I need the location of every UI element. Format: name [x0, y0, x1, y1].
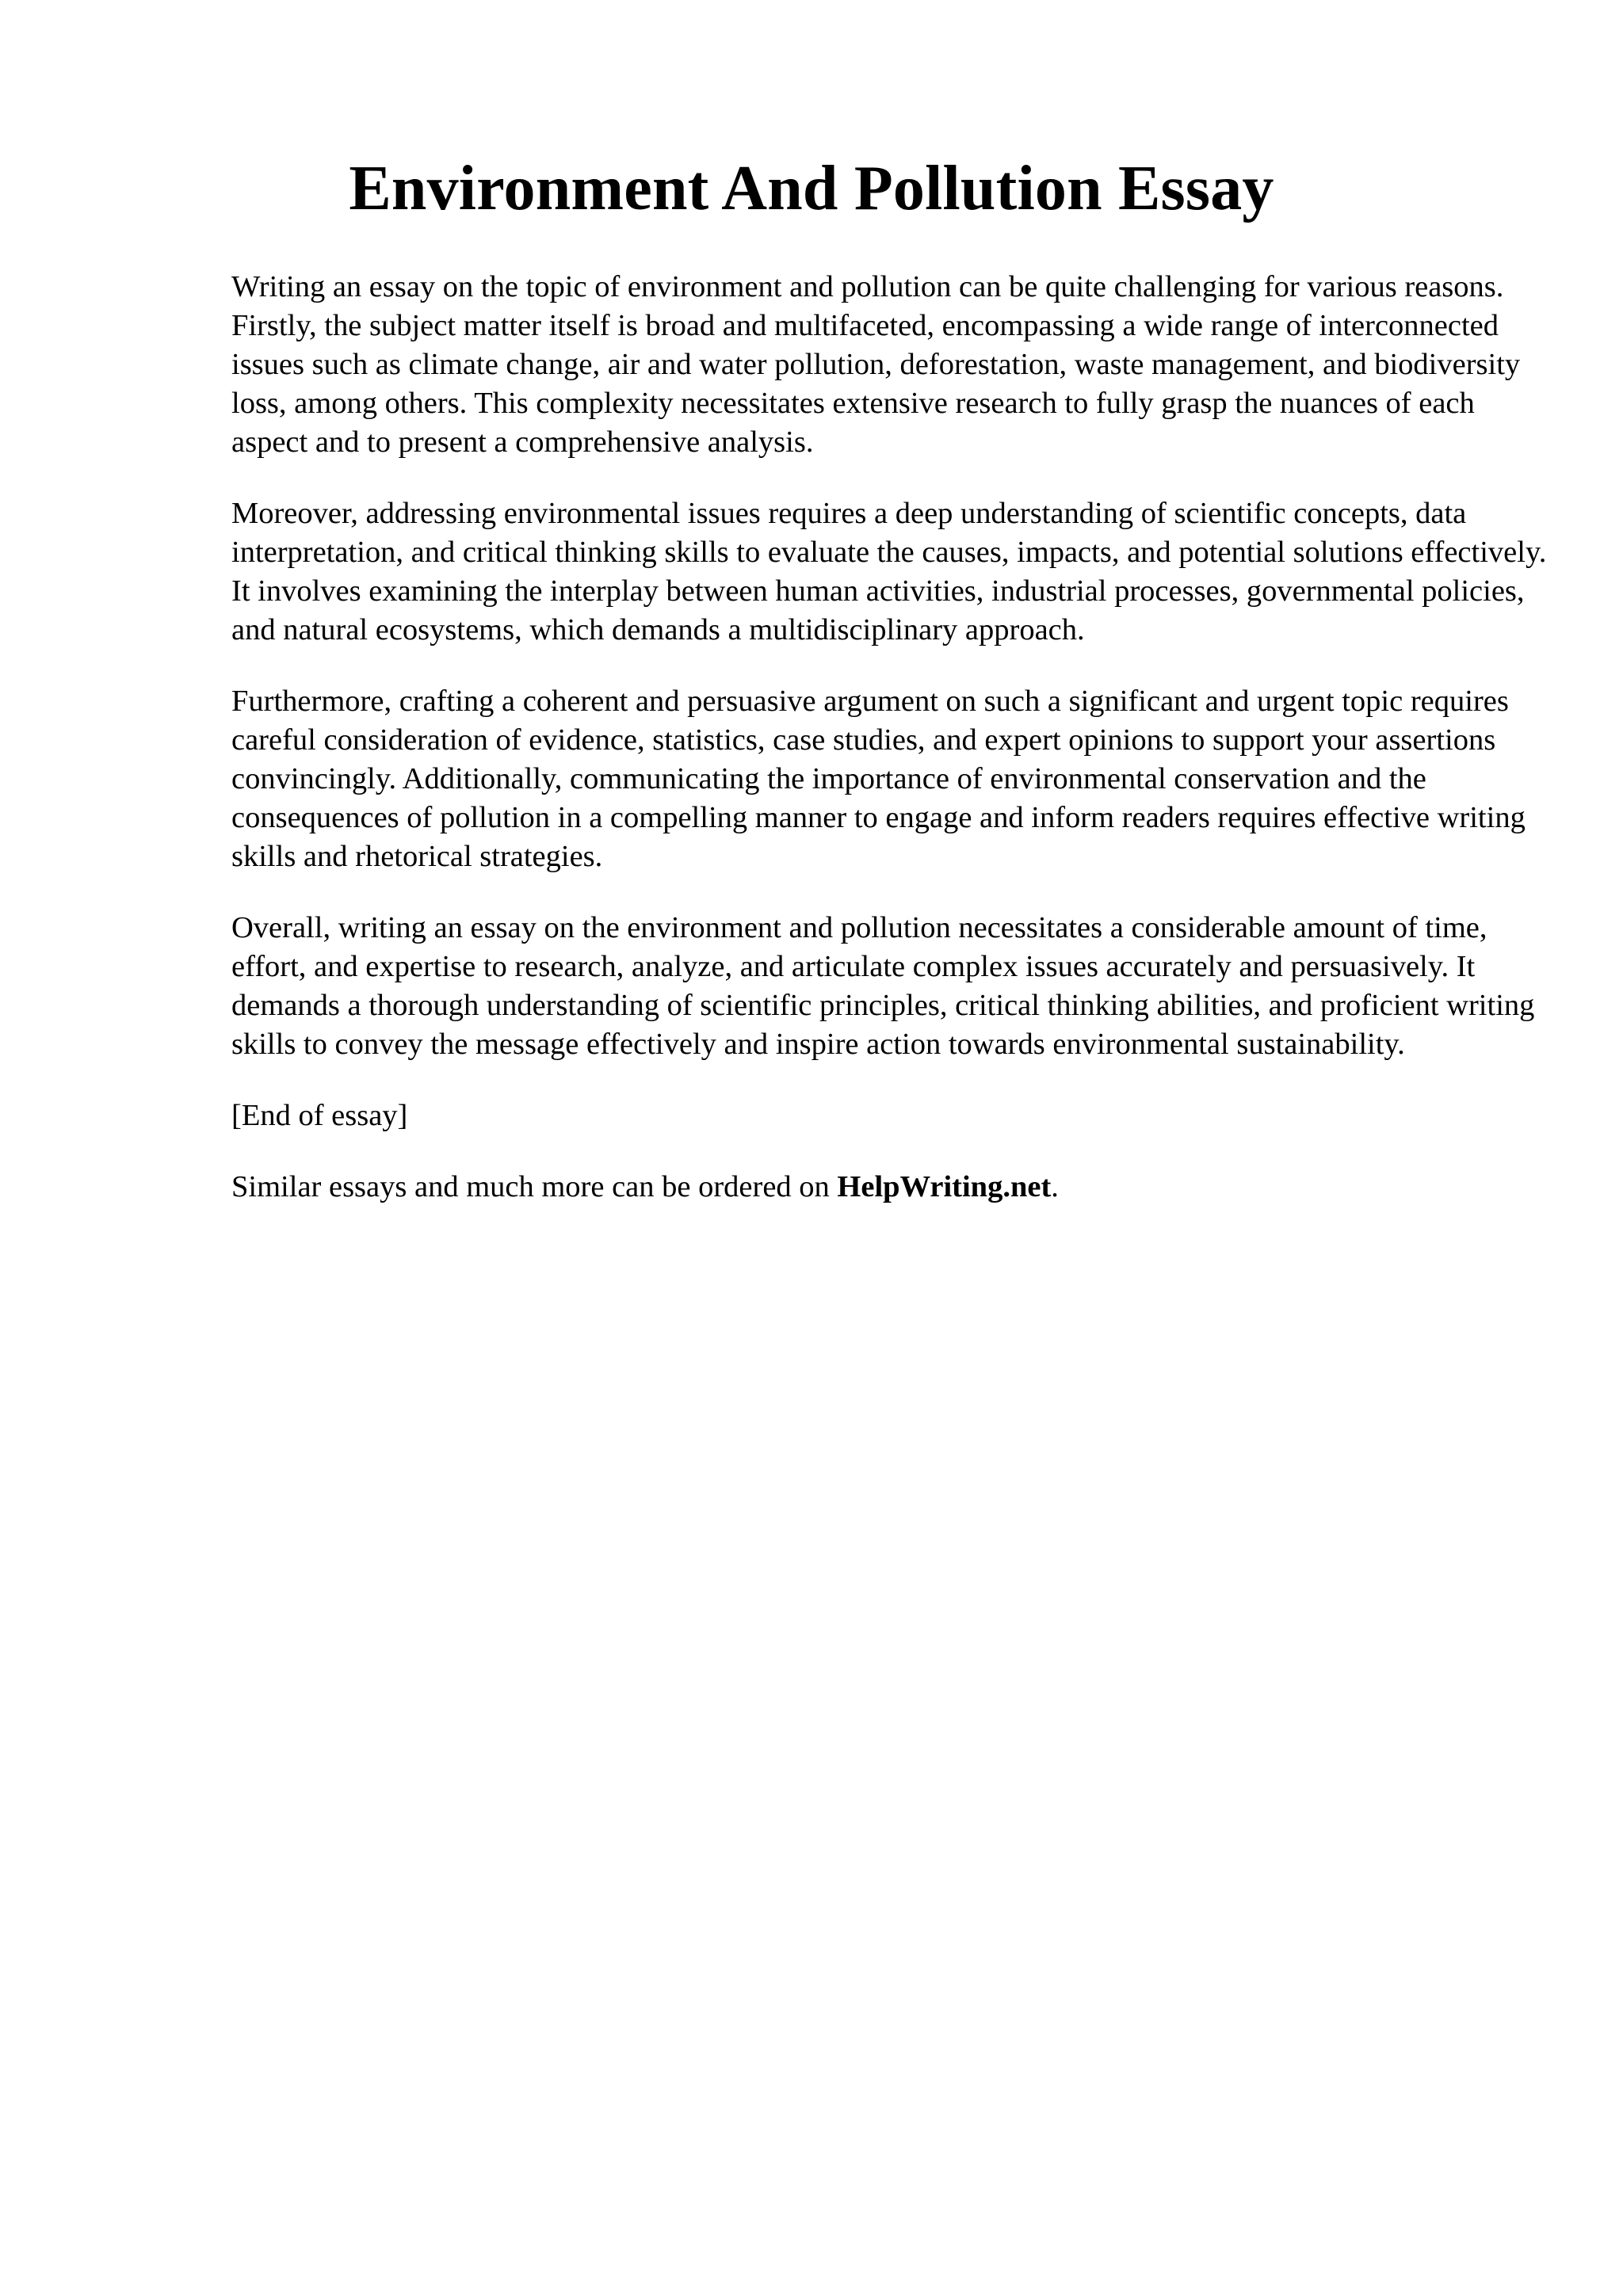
paragraph-2: Moreover, addressing environmental issues requires a deep understanding of scientific concepts, data interpretation, and critical thinking skills to evaluate the causes, impacts, and potential solutions effectively. It involves examining the interplay between human activities, industrial processes, governmental policies, and natural ecosystems, which demands a multidisciplinary approach.: [231, 497, 1547, 646]
footer-period: .: [1051, 1170, 1059, 1203]
brand-link[interactable]: HelpWriting.net: [837, 1170, 1052, 1203]
end-note: [End of essay]: [231, 1099, 408, 1132]
footer-line: [231, 1168, 1547, 1207]
paragraph-4: Overall, writing an essay on the environment and pollution necessitates a considerable amount of time, effort, and expertise to research, analyze, and articulate complex issues accurately and persuasively. It demands a thorough understanding of scientific principles, critical thinking abilities, and proficient writing skills to convey the message effectively and inspire action towards environmental sustainability.: [231, 911, 1535, 1061]
paragraph-3: Furthermore, crafting a coherent and persuasive argument on such a significant and urgent topic requires careful consideration of evidence, statistics, case studies, and expert opinions to support your assertions convincingly. Additionally, communicating the importance of environmental conservation and the consequences of pollution in a compelling manner to engage and inform readers requires effective writing skills and rhetorical strategies.: [231, 685, 1526, 873]
essay-body: [231, 268, 1547, 1239]
paragraph-1: Writing an essay on the topic of environment and pollution can be quite challenging for various reasons. Firstly, the subject matter itself is broad and multifaceted, encompassing a wide range of interconnected issues such as climate change, air and water pollution, deforestation, waste management, and biodiversity loss, among others. This complexity necessitates extensive research to fully grasp the nuances of each aspect and to present a comprehensive analysis.: [231, 270, 1521, 459]
footer-text: Similar essays and much more can be ordered on: [231, 1170, 838, 1203]
page-title: Environment And Pollution Essay: [349, 154, 1274, 223]
